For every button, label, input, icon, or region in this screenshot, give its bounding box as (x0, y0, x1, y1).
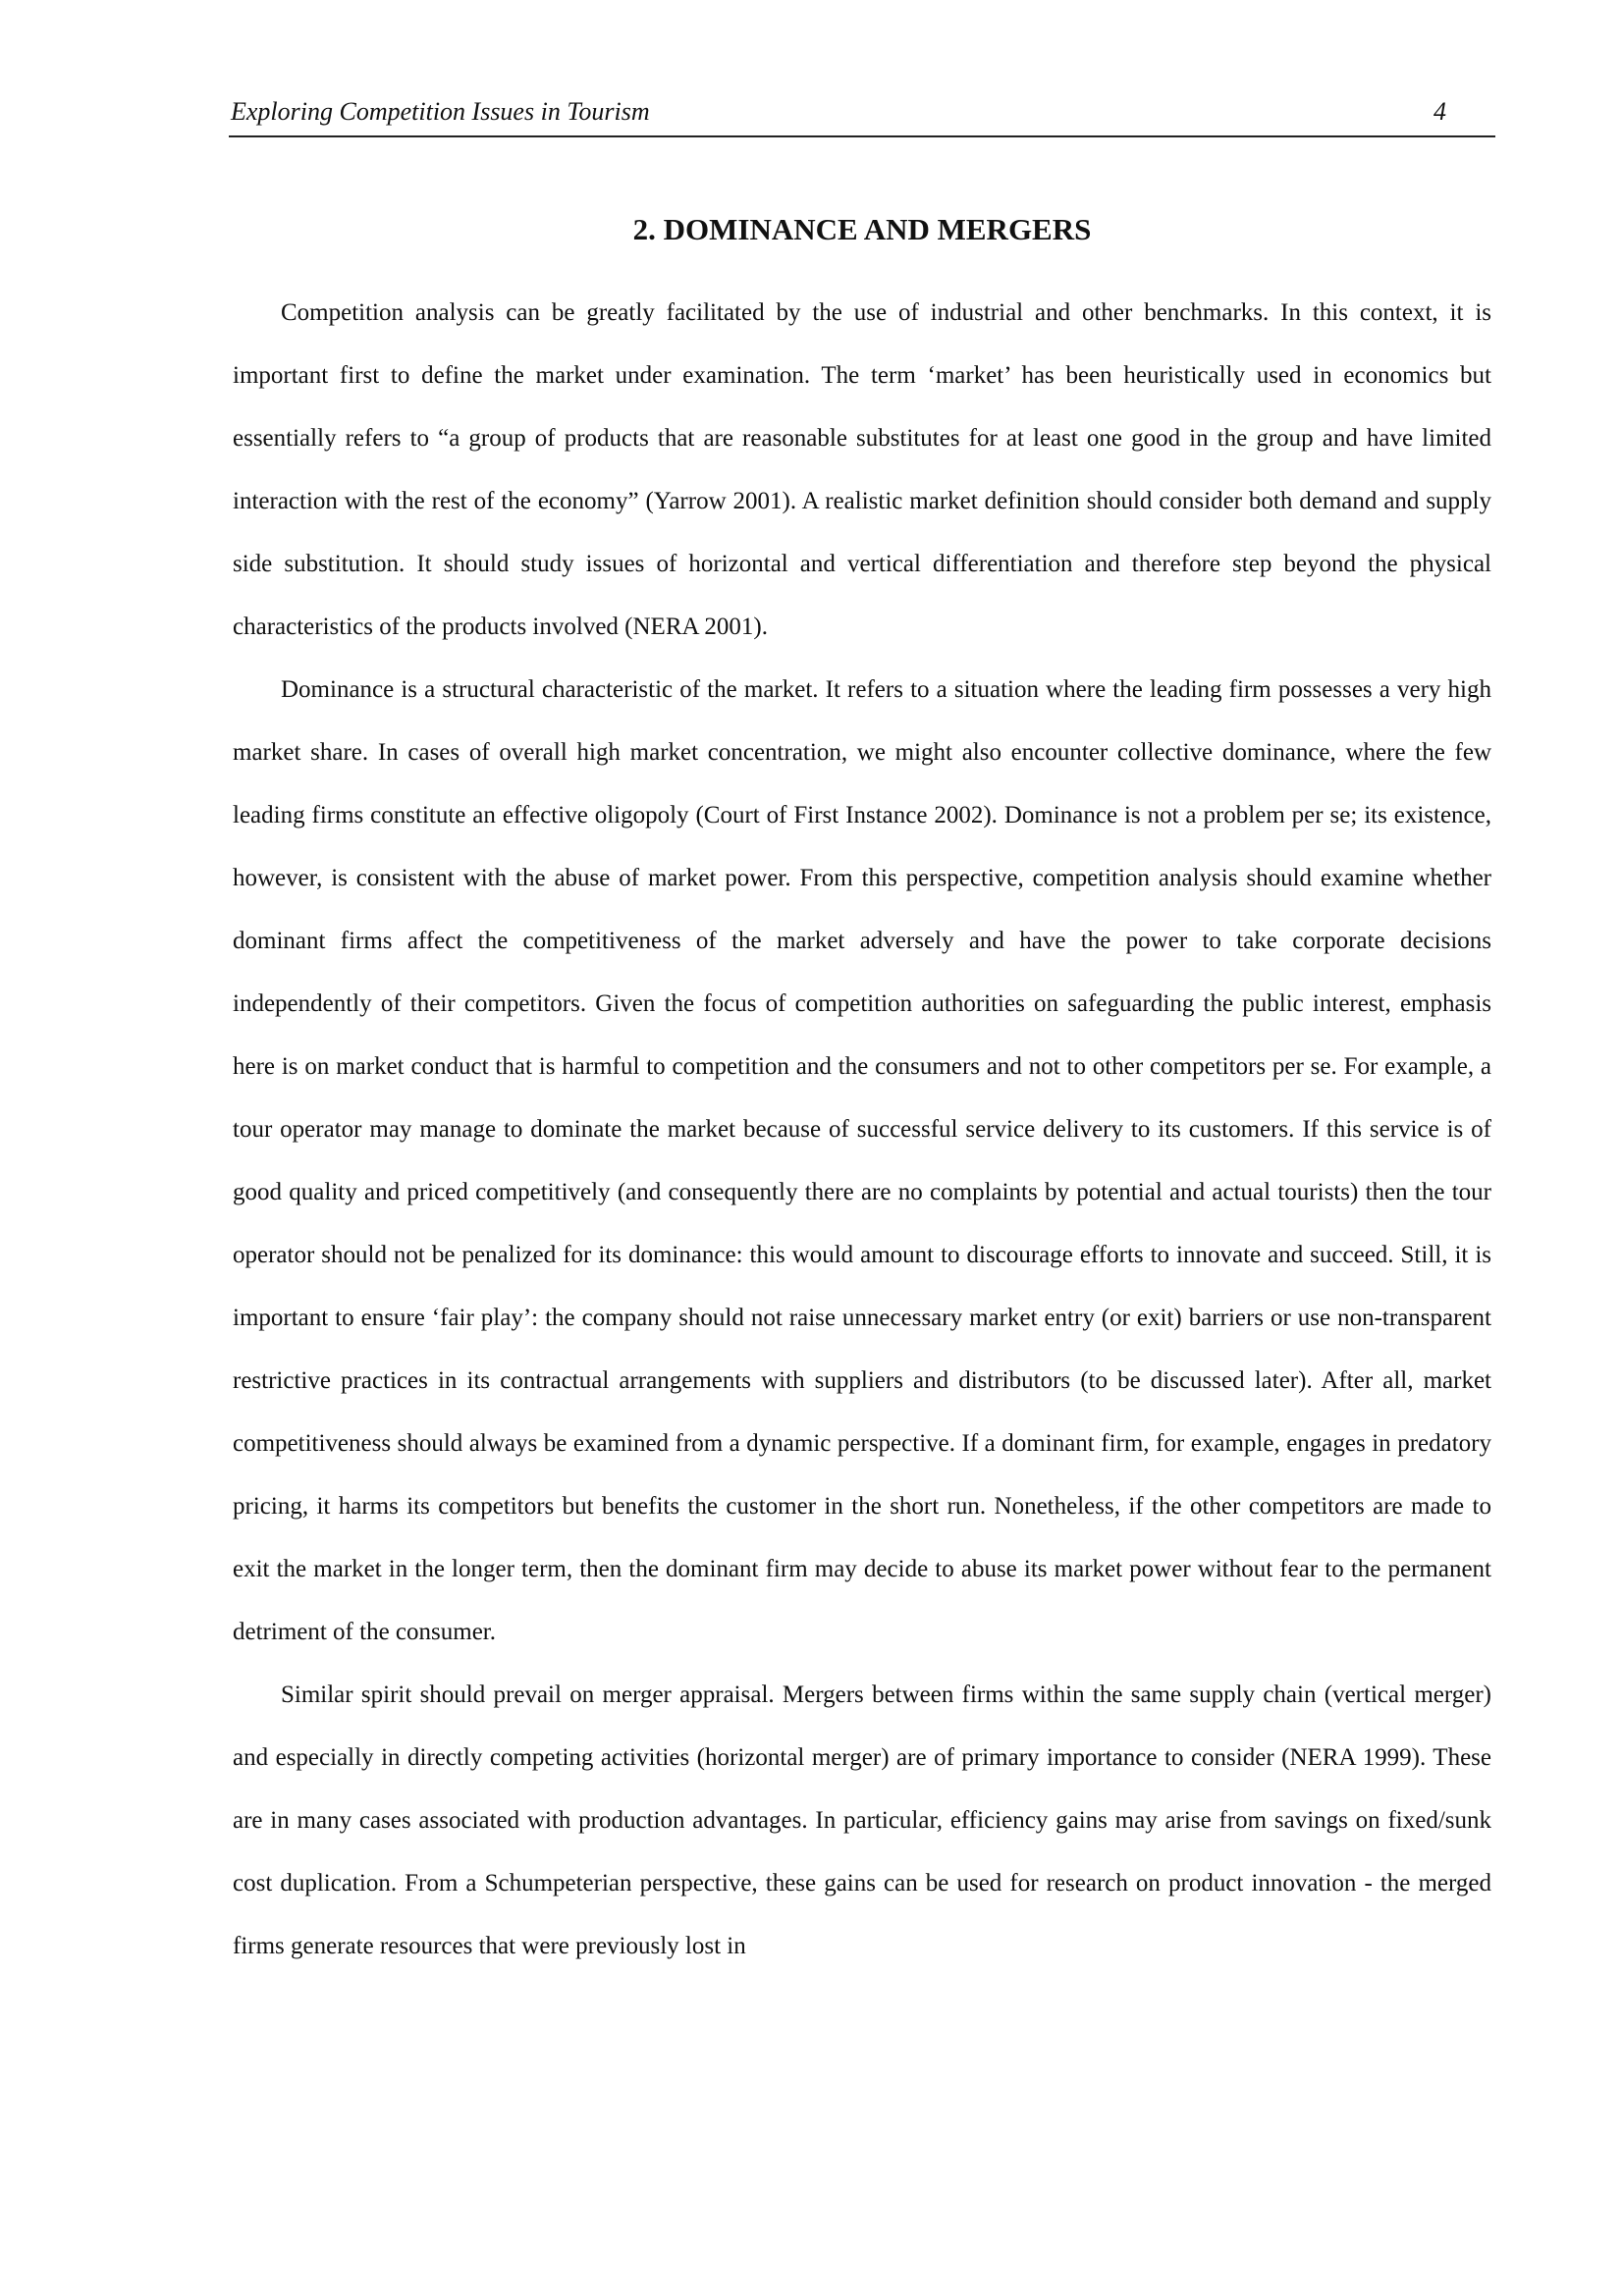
running-header (229, 96, 1495, 137)
paragraph-dominance: Dominance is a structural characteristic of the market. It refers to a situation where the leading firm possesses a very high market share. In cases of overall high market concentration, we might also encounter collective dominance, where the few leading firms constitute an effective oligopoly (Court of First Instance 2002). Dominance is not a problem per se; its existence, however, is consistent with the abuse of market power. From this perspective, competition analysis should examine whether dominant firms affect the competitiveness of the market adversely and have the power to take corporate decisions independently of their competitors. Given the focus of competition authorities on safeguarding the public interest, emphasis here is on market conduct that is harmful to competition and the consumers and not to other competitors per se. For example, a tour operator may manage to dominate the market because of successful service delivery to its customers. If this service is of good quality and priced competitively (and consequently there are no complaints by potential and actual tourists) then the tour operator should not be penalized for its dominance: this would amount to discourage efforts to innovate and succeed. Still, it is important to ensure ‘fair play’: the company should not raise unnecessary market entry (or exit) barriers or use non-transparent restrictive practices in its contractual arrangements with suppliers and distributors (to be discussed later). After all, market competitiveness should always be examined from a dynamic perspective. If a dominant firm, for example, engages in predatory pricing, it harms its competitors but benefits the customer in the short run. Nonetheless, if the other competitors are made to exit the market in the longer term, then the dominant firm may decide to abuse its market power without fear to the permanent detriment of the consumer. (233, 676, 1491, 1645)
paragraph-market-definition: Competition analysis can be greatly facilitated by the use of industrial and other benchmarks. In this context, it is important first to define the market under examination. The term ‘market’ has been heuristically used in economics but essentially refers to “a group of products that are reasonable substitutes for at least one good in the group and have limited interaction with the rest of the economy” (Yarrow 2001). A realistic market definition should consider both demand and supply side substitution. It should study issues of horizontal and vertical differentiation and therefore step beyond the physical characteristics of the products involved (NERA 2001). (233, 299, 1491, 640)
paragraph-mergers: Similar spirit should prevail on merger appraisal. Mergers between firms within the same supply chain (vertical merger) and especially in directly competing activities (horizontal merger) are of primary importance to consider (NERA 1999). These are in many cases associated with production advantages. In particular, efficiency gains may arise from savings on fixed/sunk cost duplication. From a Schumpeterian perspective, these gains can be used for research on product innovation - the merged firms generate resources that were previously lost in (233, 1682, 1491, 1959)
page-number: 4 (1434, 97, 1446, 126)
body-text (233, 282, 1491, 1978)
section-title: 2. DOMINANCE AND MERGERS (632, 212, 1092, 246)
header-title: Exploring Competition Issues in Tourism (231, 97, 650, 126)
